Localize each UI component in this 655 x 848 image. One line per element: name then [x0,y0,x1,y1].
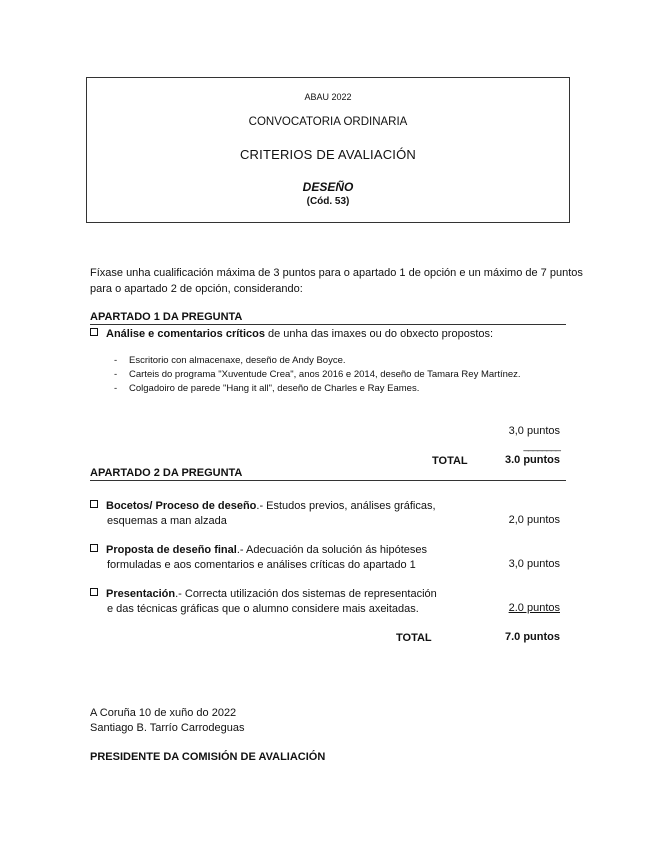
section-1-points: 3,0 puntos [508,425,560,437]
footer-place-date: A Coruña 10 de xuño do 2022 [90,707,237,719]
section-1-total-label: TOTAL [432,455,468,467]
section-2-item [90,587,437,602]
session-label: CONVOCATORIA ORDINARIA [248,116,408,128]
checkbox-square-icon [90,544,98,552]
section-1-total-value: 3.0 puntos [504,454,560,466]
section-2-item-rest: .- Estudos previos, análises gráficas, [256,500,436,512]
list-item-text: Carteis do programa "Xuventude Crea", anos 2016 e 2014, deseño de Tamara Rey Martínez. [129,369,521,380]
section-2-item-points: 3,0 puntos [508,558,560,570]
section-1-title: APARTADO 1 DA PREGUNTA [90,311,566,325]
section-2-item [90,543,427,558]
exam-label: ABAU 2022 [304,92,352,102]
header-box [86,77,570,223]
checkbox-square-icon [90,328,98,336]
checkbox-square-icon [90,500,98,508]
list-item-text: Colgadoiro de parede "Hang it all", deseño de Charles e Ray Eames. [129,383,420,394]
list-item [114,354,521,368]
footer-role: PRESIDENTE DA COMISIÓN DE AVALIACIÓN [90,751,326,763]
footer-name: Santiago B. Tarrío Carrodeguas [90,722,245,734]
dash-icon: - [114,355,118,366]
section-2-total-value: 7.0 puntos [504,631,560,643]
section-2-item-rest: .- Adecuación da solución ás hipóteses [236,544,427,556]
list-item-text: Escritorio con almacenaxe, deseño de Andy Boyce. [129,355,346,366]
intro-line-2: para o apartado 2 de opción, considerando: [90,283,303,295]
section-1-item [90,327,493,342]
subject-title: DESEÑO [302,180,354,194]
section-2-item-points: 2.0 puntos [508,602,560,614]
section-2-item-rest: .- Correcta utilización dos sistemas de representación [175,588,437,600]
checkbox-square-icon [90,588,98,596]
dash-icon: - [114,383,118,394]
section-2-item-bold: Proposta de deseño final [106,544,237,556]
list-item [114,368,521,382]
section-1-underline: ________ [523,441,560,452]
subject-code: (Cód. 53) [306,196,350,207]
section-2-item [90,499,436,514]
section-1-list [114,354,521,396]
dash-icon: - [114,369,118,380]
list-item [114,382,521,396]
section-2-item-line2: e das técnicas gráficas que o alumno considere mais axeitadas. [107,603,419,615]
section-2-item-bold: Bocetos/ Proceso de deseño [106,500,257,512]
section-2-item-points: 2,0 puntos [508,514,560,526]
document-title: CRITERIOS DE AVALIACIÓN [239,147,417,162]
section-2-item-bold: Presentación [106,588,176,600]
section-2-item-line2: formuladas e aos comentarios e análises críticas do apartado 1 [107,559,416,571]
section-2-title: APARTADO 2 DA PREGUNTA [90,467,566,481]
section-1-item-rest: de unha das imaxes ou do obxecto propostos: [264,328,494,340]
section-1-item-bold: Análise e comentarios críticos [106,328,265,340]
intro-line-1: Fíxase unha cualificación máxima de 3 puntos para o apartado 1 de opción e un máximo de 7 puntos [90,267,583,279]
section-2-total-label: TOTAL [396,632,432,644]
section-2-item-line2: esquemas a man alzada [107,515,227,527]
